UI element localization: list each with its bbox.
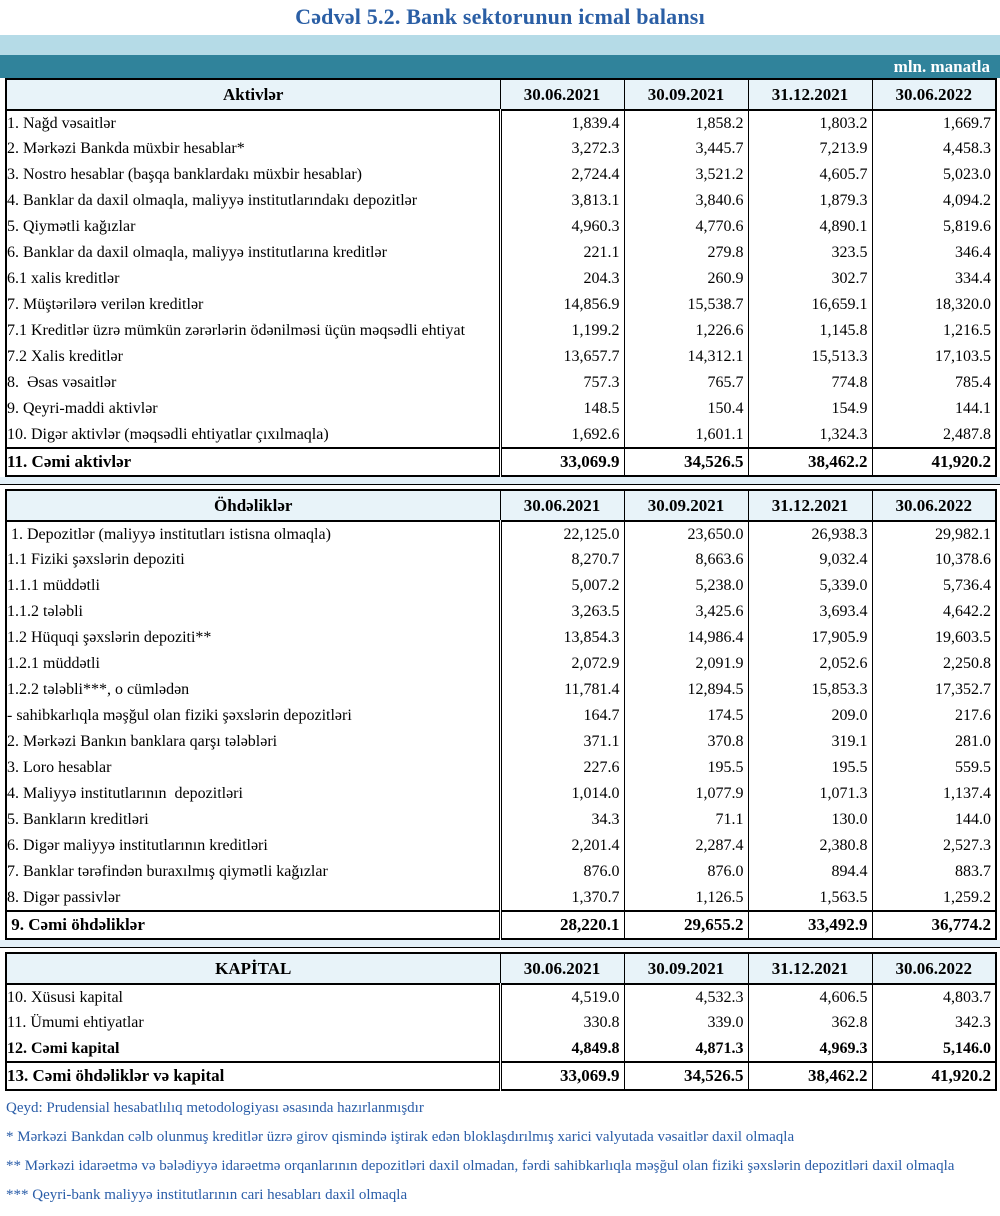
table-row — [6, 292, 996, 318]
row-value: 29,655.2 — [624, 911, 748, 939]
row-value: 3,813.1 — [500, 188, 624, 214]
table-row — [6, 448, 996, 476]
row-value: 883.7 — [872, 859, 996, 885]
row-value: 14,312.1 — [624, 344, 748, 370]
row-value: 876.0 — [624, 859, 748, 885]
table-row — [6, 110, 996, 136]
row-label: 3. Loro hesablar — [7, 759, 112, 776]
column-header-date: 30.06.2022 — [872, 79, 996, 110]
row-value: 1,563.5 — [748, 885, 872, 911]
table-row — [6, 422, 996, 448]
row-value: 334.4 — [872, 266, 996, 292]
row-value: 2,250.8 — [872, 651, 996, 677]
column-header-date: 31.12.2021 — [748, 490, 872, 521]
row-label: 11. Ümumi ehtiyatlar — [7, 1014, 144, 1031]
decorative-band-light — [0, 35, 1000, 55]
row-value: 36,774.2 — [872, 911, 996, 939]
column-header-date: 31.12.2021 — [748, 953, 872, 984]
section-title-assets: Aktivlər — [6, 79, 500, 110]
row-label: 3. Nostro hesablar (başqa banklardakı müxbir hesablar) — [7, 166, 362, 183]
row-value: 17,103.5 — [872, 344, 996, 370]
table-row — [6, 729, 996, 755]
row-label: 6.1 xalis kreditlər — [7, 270, 120, 287]
section-title-liabilities: Öhdəliklər — [6, 490, 500, 521]
row-value: 28,220.1 — [500, 911, 624, 939]
row-label: 5. Qiymətli kağızlar — [7, 218, 136, 235]
row-value: 221.1 — [500, 240, 624, 266]
row-value: 34.3 — [500, 807, 624, 833]
row-value: 1,839.4 — [500, 110, 624, 136]
row-value: 164.7 — [500, 703, 624, 729]
table-row — [6, 547, 996, 573]
row-value: 13,657.7 — [500, 344, 624, 370]
column-header-date: 30.06.2022 — [872, 490, 996, 521]
row-value: 38,462.2 — [748, 448, 872, 476]
row-value: 174.5 — [624, 703, 748, 729]
table-row — [6, 651, 996, 677]
row-label: 10. Xüsusi kapital — [7, 988, 123, 1006]
unit-label: mln. manatla — [893, 57, 990, 76]
row-value: 4,605.7 — [748, 162, 872, 188]
row-value: 144.0 — [872, 807, 996, 833]
row-label: 1.2 Hüquqi şəxslərin depoziti** — [7, 629, 212, 646]
row-label: 9. Qeyri-maddi aktivlər — [7, 400, 158, 417]
row-value: 29,982.1 — [872, 521, 996, 547]
row-value: 3,445.7 — [624, 136, 748, 162]
row-value: 1,137.4 — [872, 781, 996, 807]
row-label: 1.1.2 tələbli — [7, 603, 83, 620]
row-value: 4,770.6 — [624, 214, 748, 240]
row-label: 7. Banklar tərəfindən buraxılmış qiymətli kağızlar — [7, 863, 328, 880]
table-header-row — [6, 490, 996, 521]
row-value: 8,663.6 — [624, 547, 748, 573]
row-value: 204.3 — [500, 266, 624, 292]
row-value: 4,871.3 — [624, 1036, 748, 1062]
row-label: 2. Mərkəzi Bankın banklara qarşı tələbləri — [7, 733, 278, 750]
row-value: 279.8 — [624, 240, 748, 266]
row-label: - sahibkarlıqla məşğul olan fiziki şəxslərin depozitləri — [7, 707, 352, 724]
table-row — [6, 240, 996, 266]
row-value: 2,380.8 — [748, 833, 872, 859]
row-value: 14,986.4 — [624, 625, 748, 651]
row-value: 217.6 — [872, 703, 996, 729]
row-value: 1,077.9 — [624, 781, 748, 807]
row-label: 8. Digər passivlər — [7, 888, 121, 906]
row-value: 8,270.7 — [500, 547, 624, 573]
row-value: 34,526.5 — [624, 1062, 748, 1090]
table-row — [6, 318, 996, 344]
row-value: 5,146.0 — [872, 1036, 996, 1062]
table-header-row — [6, 953, 996, 984]
row-value: 144.1 — [872, 396, 996, 422]
row-label: 1.1.1 müddətli — [7, 577, 100, 594]
liabilities-table — [5, 489, 997, 940]
table-row — [6, 344, 996, 370]
row-value: 5,736.4 — [872, 573, 996, 599]
capital-table — [5, 952, 997, 1091]
row-label: 5. Bankların kreditləri — [7, 811, 149, 828]
table-row — [6, 859, 996, 885]
section-title-capital: KAPİTAL — [6, 953, 500, 984]
row-value: 154.9 — [748, 396, 872, 422]
row-label: 6. Digər maliyyə institutlarının kreditləri — [7, 837, 268, 854]
row-value: 33,492.9 — [748, 911, 872, 939]
row-value: 5,023.0 — [872, 162, 996, 188]
row-value: 370.8 — [624, 729, 748, 755]
table-row — [6, 1010, 996, 1036]
row-value: 195.5 — [748, 755, 872, 781]
row-value: 1,601.1 — [624, 422, 748, 448]
footnotes — [6, 1100, 1000, 1204]
capital-table-body — [6, 984, 996, 1090]
row-value: 1,692.6 — [500, 422, 624, 448]
row-value: 2,091.9 — [624, 651, 748, 677]
footnote: Qeyd: Prudensial hesabatlılıq metodologiyası əsasında hazırlanmışdır — [6, 1100, 424, 1116]
row-label: 8. Əsas vəsaitlər — [7, 374, 117, 391]
row-value: 10,378.6 — [872, 547, 996, 573]
row-value: 330.8 — [500, 1010, 624, 1036]
table-row — [6, 755, 996, 781]
row-label: 9. Cəmi öhdəliklər — [6, 911, 500, 939]
table-header-row — [6, 79, 996, 110]
row-value: 41,920.2 — [872, 448, 996, 476]
row-value: 34,526.5 — [624, 448, 748, 476]
table-row — [6, 885, 996, 911]
row-value: 2,072.9 — [500, 651, 624, 677]
row-value: 14,856.9 — [500, 292, 624, 318]
row-value: 2,201.4 — [500, 833, 624, 859]
column-header-date: 30.06.2022 — [872, 953, 996, 984]
row-value: 130.0 — [748, 807, 872, 833]
row-value: 1,324.3 — [748, 422, 872, 448]
row-value: 33,069.9 — [500, 448, 624, 476]
row-value: 1,226.6 — [624, 318, 748, 344]
row-value: 41,920.2 — [872, 1062, 996, 1090]
assets-table — [5, 78, 997, 477]
row-value: 19,603.5 — [872, 625, 996, 651]
row-value: 302.7 — [748, 266, 872, 292]
row-value: 765.7 — [624, 370, 748, 396]
column-header-date: 30.09.2021 — [624, 79, 748, 110]
row-label: 11. Cəmi aktivlər — [6, 448, 500, 476]
row-value: 2,052.6 — [748, 651, 872, 677]
row-value: 209.0 — [748, 703, 872, 729]
row-value: 15,538.7 — [624, 292, 748, 318]
row-value: 3,693.4 — [748, 599, 872, 625]
table-row — [6, 521, 996, 547]
table-row — [6, 188, 996, 214]
row-value: 4,458.3 — [872, 136, 996, 162]
row-label: 4. Maliyyə institutlarının depozitləri — [7, 785, 243, 802]
row-value: 15,853.3 — [748, 677, 872, 703]
row-value: 281.0 — [872, 729, 996, 755]
row-value: 33,069.9 — [500, 1062, 624, 1090]
row-value: 3,425.6 — [624, 599, 748, 625]
row-value: 774.8 — [748, 370, 872, 396]
row-value: 260.9 — [624, 266, 748, 292]
table-row — [6, 781, 996, 807]
row-value: 346.4 — [872, 240, 996, 266]
row-value: 5,339.0 — [748, 573, 872, 599]
row-value: 13,854.3 — [500, 625, 624, 651]
column-header-date: 30.09.2021 — [624, 490, 748, 521]
row-label: 1.1 Fiziki şəxslərin depoziti — [7, 551, 185, 568]
row-value: 4,890.1 — [748, 214, 872, 240]
table-row — [6, 370, 996, 396]
row-value: 1,071.3 — [748, 781, 872, 807]
row-value: 2,487.8 — [872, 422, 996, 448]
table-row — [6, 807, 996, 833]
row-value: 1,145.8 — [748, 318, 872, 344]
table-row — [6, 396, 996, 422]
row-label: 1. Nağd vəsaitlər — [7, 114, 116, 132]
row-value: 3,840.6 — [624, 188, 748, 214]
row-value: 3,272.3 — [500, 136, 624, 162]
row-value: 2,287.4 — [624, 833, 748, 859]
decorative-band-teal — [0, 55, 1000, 78]
row-value: 323.5 — [748, 240, 872, 266]
row-value: 757.3 — [500, 370, 624, 396]
column-header-date: 30.06.2021 — [500, 953, 624, 984]
row-value: 11,781.4 — [500, 677, 624, 703]
row-value: 362.8 — [748, 1010, 872, 1036]
table-row — [6, 136, 996, 162]
row-value: 18,320.0 — [872, 292, 996, 318]
column-header-date: 30.06.2021 — [500, 79, 624, 110]
row-value: 371.1 — [500, 729, 624, 755]
row-value: 339.0 — [624, 1010, 748, 1036]
table-row — [6, 703, 996, 729]
row-value: 12,894.5 — [624, 677, 748, 703]
row-value: 1,879.3 — [748, 188, 872, 214]
row-label: 6. Banklar da daxil olmaqla, maliyyə institutlarına kreditlər — [7, 244, 387, 261]
section-divider — [0, 477, 1000, 485]
row-label: 7.1 Kreditlər üzrə mümkün zərərlərin ödənilməsi üçün məqsədli ehtiyat — [7, 322, 466, 339]
row-value: 17,905.9 — [748, 625, 872, 651]
row-value: 559.5 — [872, 755, 996, 781]
row-value: 22,125.0 — [500, 521, 624, 547]
row-value: 319.1 — [748, 729, 872, 755]
section-divider — [0, 940, 1000, 948]
row-value: 16,659.1 — [748, 292, 872, 318]
row-value: 4,960.3 — [500, 214, 624, 240]
page-title: Cədvəl 5.2. Bank sektorunun icmal balansı — [295, 4, 705, 29]
row-value: 876.0 — [500, 859, 624, 885]
table-row — [6, 1036, 996, 1062]
table-row — [6, 1062, 996, 1090]
row-value: 342.3 — [872, 1010, 996, 1036]
row-label: 7.2 Xalis kreditlər — [7, 348, 123, 365]
assets-table-body — [6, 110, 996, 476]
row-label: 7. Müştərilərə verilən kreditlər — [7, 296, 204, 313]
row-label: 1.2.1 müddətli — [7, 655, 100, 672]
row-value: 4,642.2 — [872, 599, 996, 625]
footnote: ** Mərkəzi idarəetmə və bələdiyyə idarəetmə orqanlarının depozitləri daxil olmadan, fərdi sahibkarlıqla məşğul olan fiziki şəxslərin depozitləri daxil olmaqla — [6, 1158, 955, 1174]
row-label: 4. Banklar da daxil olmaqla, maliyyə institutlarındakı depozitlər — [7, 192, 418, 209]
table-row — [6, 984, 996, 1010]
column-header-date: 30.06.2021 — [500, 490, 624, 521]
row-value: 1,803.2 — [748, 110, 872, 136]
table-row — [6, 677, 996, 703]
table-row — [6, 599, 996, 625]
row-value: 26,938.3 — [748, 521, 872, 547]
row-value: 195.5 — [624, 755, 748, 781]
footnote: * Mərkəzi Bankdan cəlb olunmuş kreditlər üzrə girov qismində iştirak edən bloklaşdırılmış xarici valyutada vəsaitlər daxil olmaqla — [6, 1129, 795, 1145]
row-label: 2. Mərkəzi Bankda müxbir hesablar* — [7, 140, 245, 157]
row-value: 150.4 — [624, 396, 748, 422]
column-header-date: 31.12.2021 — [748, 79, 872, 110]
row-value: 5,007.2 — [500, 573, 624, 599]
row-value: 1,014.0 — [500, 781, 624, 807]
table-row — [6, 162, 996, 188]
row-value: 4,606.5 — [748, 984, 872, 1010]
table-row — [6, 214, 996, 240]
row-value: 148.5 — [500, 396, 624, 422]
row-value: 1,126.5 — [624, 885, 748, 911]
row-label: 10. Digər aktivlər (məqsədli ehtiyatlar çıxılmaqla) — [7, 425, 329, 443]
table-row — [6, 625, 996, 651]
row-value: 1,669.7 — [872, 110, 996, 136]
row-value: 23,650.0 — [624, 521, 748, 547]
table-row — [6, 911, 996, 939]
row-value: 4,532.3 — [624, 984, 748, 1010]
row-value: 1,858.2 — [624, 110, 748, 136]
row-value: 5,819.6 — [872, 214, 996, 240]
row-label: 1. Depozitlər (maliyyə institutları istisna olmaqla) — [7, 525, 331, 543]
row-label: 1.2.2 tələbli***, o cümlədən — [7, 681, 190, 698]
row-value: 227.6 — [500, 755, 624, 781]
row-value: 1,370.7 — [500, 885, 624, 911]
row-value: 2,724.4 — [500, 162, 624, 188]
footnote: *** Qeyri-bank maliyyə institutlarının cari hesabları daxil olmaqla — [6, 1187, 408, 1203]
table-row — [6, 266, 996, 292]
row-value: 3,263.5 — [500, 599, 624, 625]
row-value: 4,849.8 — [500, 1036, 624, 1062]
column-header-date: 30.09.2021 — [624, 953, 748, 984]
liabilities-table-body — [6, 521, 996, 939]
row-value: 2,527.3 — [872, 833, 996, 859]
row-value: 15,513.3 — [748, 344, 872, 370]
row-value: 17,352.7 — [872, 677, 996, 703]
row-value: 4,519.0 — [500, 984, 624, 1010]
row-label: 12. Cəmi kapital — [7, 1039, 120, 1057]
row-value: 7,213.9 — [748, 136, 872, 162]
row-value: 1,199.2 — [500, 318, 624, 344]
row-value: 3,521.2 — [624, 162, 748, 188]
row-value: 1,216.5 — [872, 318, 996, 344]
row-value: 4,094.2 — [872, 188, 996, 214]
row-value: 9,032.4 — [748, 547, 872, 573]
row-value: 71.1 — [624, 807, 748, 833]
row-value: 4,803.7 — [872, 984, 996, 1010]
row-value: 1,259.2 — [872, 885, 996, 911]
row-value: 4,969.3 — [748, 1036, 872, 1062]
row-value: 894.4 — [748, 859, 872, 885]
row-value: 38,462.2 — [748, 1062, 872, 1090]
row-label: 13. Cəmi öhdəliklər və kapital — [6, 1062, 500, 1090]
row-value: 785.4 — [872, 370, 996, 396]
table-row — [6, 573, 996, 599]
table-row — [6, 833, 996, 859]
row-value: 5,238.0 — [624, 573, 748, 599]
